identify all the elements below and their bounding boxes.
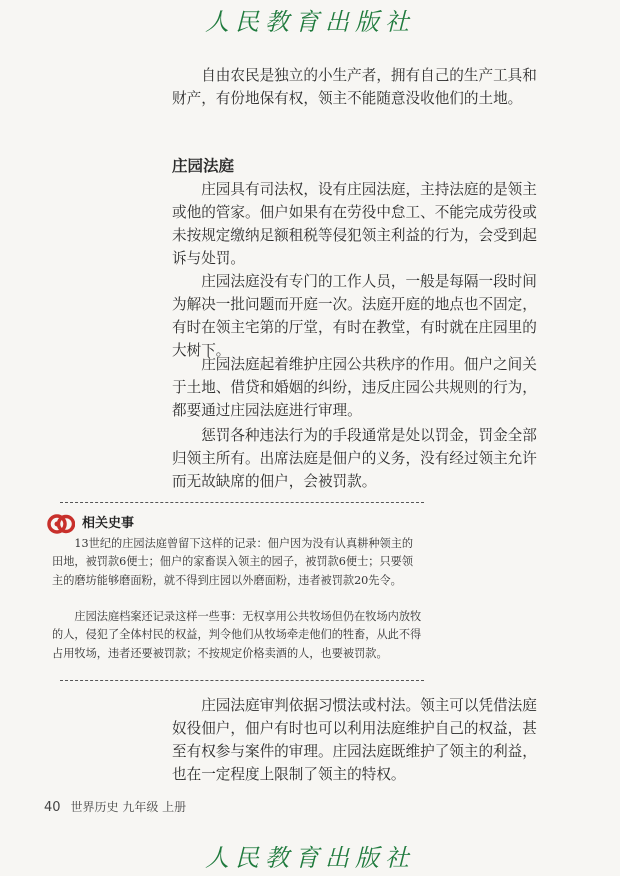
section-heading: 庄园法庭 (172, 157, 235, 175)
sidebar-bottom-divider (60, 680, 424, 681)
sidebar-paragraph-2: 庄园法庭档案还记录这样一些事：无权享用公共牧场但仍在牧场内放牧的人，侵犯了全体村民的权益，判令他们从牧场牵走他们的牲畜，从此不得占用牧场，违者还要被罚款；不按规定价格卖酒的人，也要被罚款。 (52, 610, 422, 660)
sidebar-title: 相关史事 (82, 516, 135, 531)
page-number: 40 (44, 800, 61, 815)
closing-paragraph: 庄园法庭审判依据习惯法或村法。领主可以凭借法庭奴役佃户，佃户有时也可以利用法庭维护自己的权益，甚至有权参与案件的审理。庄园法庭既维护了领主的利益，也在一定程度上限制了领主的特权。 (172, 697, 537, 783)
intro-paragraph: 自由农民是独立的小生产者，拥有自己的生产工具和财产，有份地保有权，领主不能随意没收他们的土地。 (172, 67, 537, 107)
page-footer (44, 798, 186, 815)
body-paragraph-3: 庄园法庭起着维护庄园公共秩序的作用。佃户之间关于土地、借贷和婚姻的纠纷，违反庄园公共规则的行为，都要通过庄园法庭进行审理。 (172, 356, 537, 419)
publisher-logo-bottom: 人民教育出版社 (205, 844, 415, 872)
body-paragraph-4: 惩罚各种违法行为的手段通常是处以罚金，罚金全部归领主所有。出席法庭是佃户的义务，没有经过领主允许而无故缺席的佃户，会被罚款。 (172, 427, 537, 490)
body-paragraph-1: 庄园具有司法权，设有庄园法庭，主持法庭的是领主或他的管家。佃户如果有在劳役中怠工、不能完成劳役或未按规定缴纳足额租税等侵犯领主利益的行为，会受到起诉与处罚。 (172, 181, 537, 267)
publisher-logo-top: 人民教育出版社 (205, 8, 415, 36)
body-paragraph-2: 庄园法庭没有专门的工作人员，一般是每隔一段时间为解决一批问题而开庭一次。法庭开庭的地点也不固定，有时在领主宅第的厅堂，有时在教堂，有时就在庄园里的大树下。 (172, 273, 537, 359)
sidebar-top-divider (60, 502, 424, 503)
book-title: 世界历史 九年级 上册 (70, 800, 187, 814)
sidebar-paragraph-1: 13世纪的庄园法庭曾留下这样的记录：佃户因为没有认真耕种领主的田地，被罚款6便士；佃户的家畜误入领主的园子，被罚款6便士；只要领主的磨坊能够磨面粉，就不得到庄园以外磨面粉，违者被罚款20先令。 (52, 537, 414, 587)
related-history-icon (47, 510, 75, 538)
